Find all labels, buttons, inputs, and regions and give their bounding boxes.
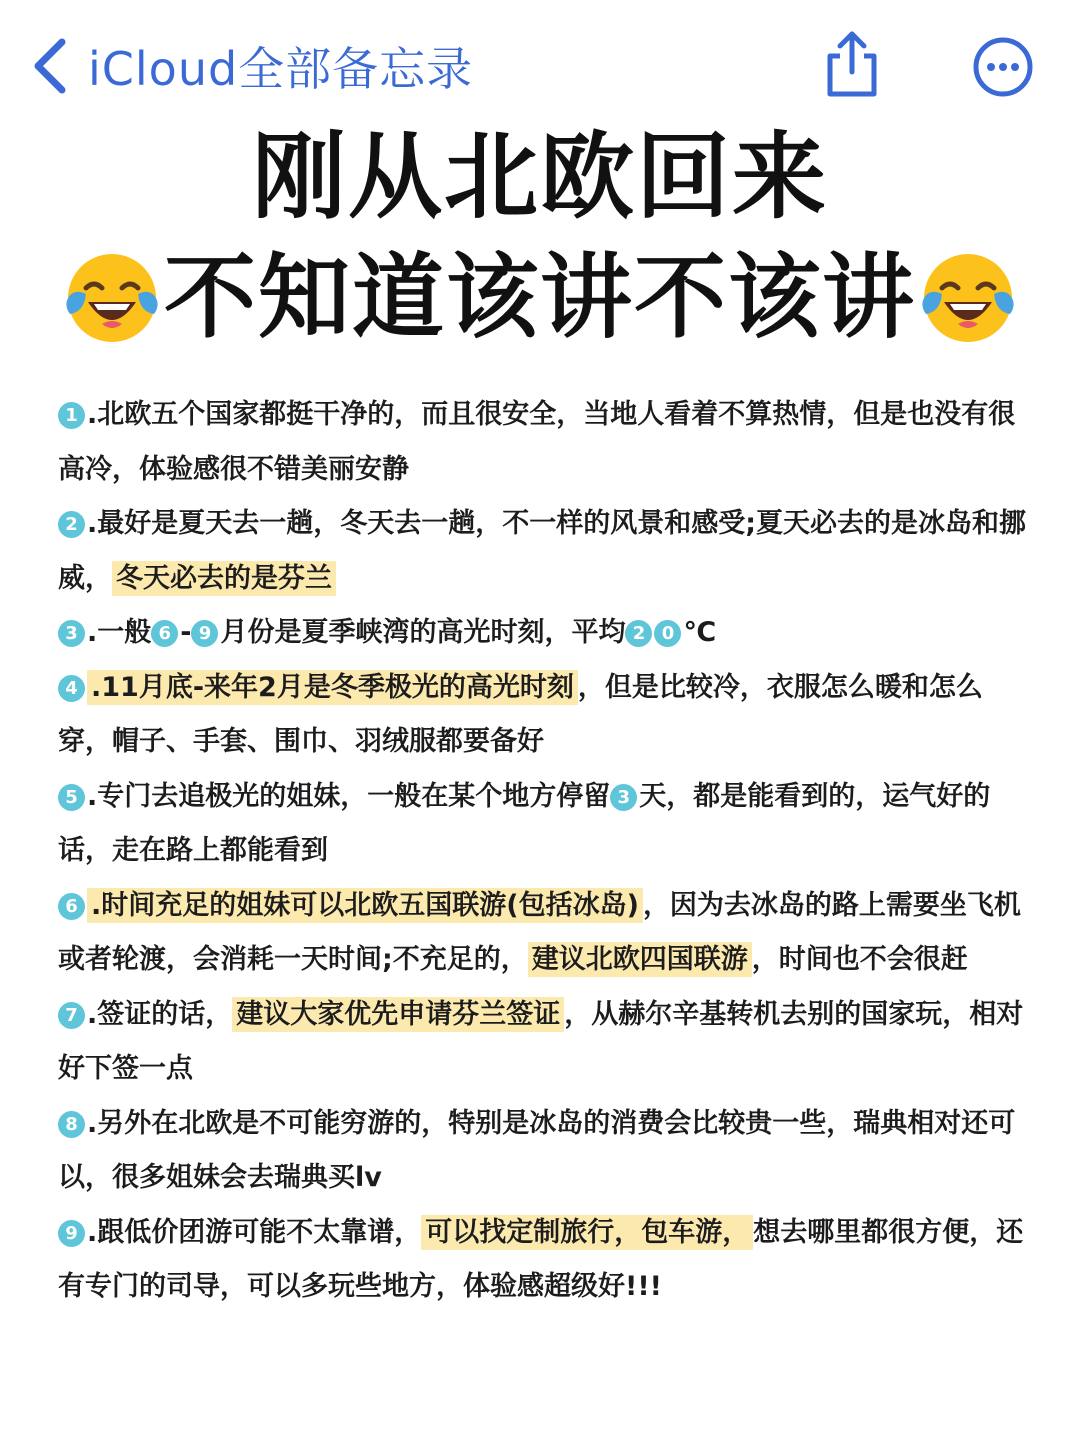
paragraph-text: .跟低价团游可能不太靠谱， xyxy=(87,1216,422,1248)
highlighted-text: 可以找定制旅行，包车游， xyxy=(421,1215,753,1250)
number-badge: 0 xyxy=(654,620,681,647)
laughing-crying-emoji-icon xyxy=(64,250,160,346)
more-icon xyxy=(972,36,1034,98)
paragraph-7 xyxy=(58,988,1033,1097)
number-badge: 3 xyxy=(610,784,637,811)
back-label: iCloud全部备忘录 xyxy=(88,42,474,96)
paragraph-6 xyxy=(58,879,1033,988)
paragraph-2 xyxy=(58,497,1033,606)
share-button[interactable] xyxy=(820,28,884,100)
laughing-crying-emoji-icon xyxy=(920,250,1016,346)
paragraph-text: .北欧五个国家都挺干净的，而且很安全，当地人看着不算热情，但是也没有很高冷，体验感很不错美丽安静 xyxy=(58,399,1016,485)
paragraph-4 xyxy=(58,661,1033,770)
highlighted-text: .时间充足的姐妹可以北欧五国联游(包括冰岛) xyxy=(87,888,643,923)
title-line-2-row xyxy=(0,238,1080,358)
paragraph-text: ，但是比较冷，衣服怎么暖和怎么穿，帽子、手套、围巾、羽绒服都要备好 xyxy=(58,671,983,757)
paragraph-3 xyxy=(58,606,1033,661)
number-badge: 3 xyxy=(58,620,85,647)
number-badge: 1 xyxy=(58,402,85,429)
more-button[interactable] xyxy=(972,36,1034,98)
highlighted-text: 建议大家优先申请芬兰签证 xyxy=(232,997,564,1032)
number-badge: 5 xyxy=(58,784,85,811)
number-badge: 2 xyxy=(58,511,85,538)
number-badge: 6 xyxy=(58,893,85,920)
paragraph-text: 想去哪里都很方便，还有专门的司导，可以多玩些地方，体验感超级好!!! xyxy=(58,1216,1024,1302)
paragraph-text: ℃ xyxy=(683,617,717,648)
paragraph-text: .另外在北欧是不可能穷游的，特别是冰岛的消费会比较贵一些，瑞典相对还可以，很多姐妹会去瑞典买lv xyxy=(58,1107,1016,1193)
note-body[interactable] xyxy=(58,388,1033,1315)
note-title xyxy=(0,118,1080,358)
paragraph-text: .专门去追极光的姐妹，一般在某个地方停留 xyxy=(87,780,611,812)
number-badge: 4 xyxy=(58,675,85,702)
paragraph-text: 天，都是能看到的，运气好的话，走在路上都能看到 xyxy=(58,780,991,866)
number-badge: 6 xyxy=(151,620,178,647)
paragraph-1 xyxy=(58,388,1033,497)
chevron-left-icon xyxy=(30,36,70,96)
title-line-2: 不知道该讲不该讲 xyxy=(163,244,916,351)
number-badge: 8 xyxy=(58,1111,85,1138)
paragraph-text: - xyxy=(180,617,192,648)
number-badge: 9 xyxy=(191,620,218,647)
share-icon xyxy=(820,28,884,100)
paragraph-8 xyxy=(58,1097,1033,1206)
paragraph-text: .签证的话， xyxy=(87,998,233,1030)
paragraph-5 xyxy=(58,770,1033,879)
navbar xyxy=(0,0,1080,130)
paragraph-text: .最好是夏天去一趟，冬天去一趟，不一样的风景和感受;夏天必去的是冰岛和挪威， xyxy=(58,508,1027,594)
number-badge: 2 xyxy=(625,620,652,647)
number-badge: 7 xyxy=(58,1002,85,1029)
paragraph-text: .一般 xyxy=(87,617,152,648)
paragraph-9 xyxy=(58,1206,1033,1315)
paragraph-text: 月份是夏季峡湾的高光时刻，平均 xyxy=(220,617,626,648)
highlighted-text: 冬天必去的是芬兰 xyxy=(112,561,336,596)
paragraph-text: ，时间也不会很赶 xyxy=(751,944,968,975)
title-line-1: 刚从北欧回来 xyxy=(251,123,828,232)
paragraph-text: ，从赫尔辛基转机去别的国家玩，相对好下签一点 xyxy=(58,998,1024,1084)
back-button[interactable] xyxy=(30,30,473,102)
paragraph-text: ，因为去冰岛的路上需要坐飞机或者轮渡，会消耗一天时间;不充足的， xyxy=(58,889,1021,975)
number-badge: 9 xyxy=(58,1220,85,1247)
highlighted-text: .11月底-来年2月是冬季极光的高光时刻 xyxy=(87,670,578,705)
highlighted-text: 建议北欧四国联游 xyxy=(528,942,752,977)
